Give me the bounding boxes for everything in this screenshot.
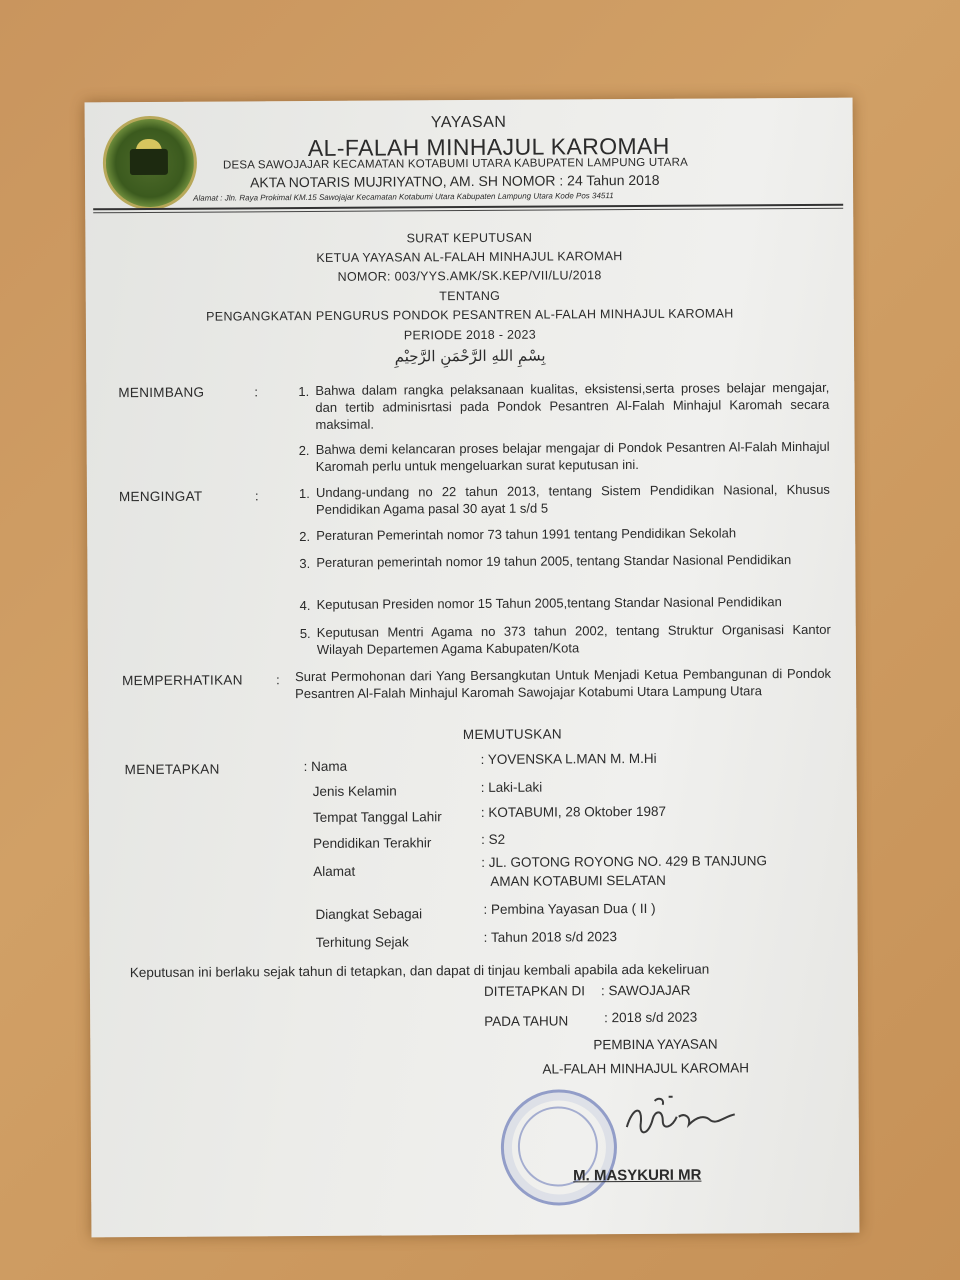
mengingat-num-1: 1. (298, 485, 310, 502)
field-terhitung-text: Tahun 2018 s/d 2023 (490, 929, 618, 945)
mengingat-item-5: Keputusan Mentri Agama no 373 tahun 2002, tentang Struktur Organisasi Kantor Wilayah Departemen Agama Kabupaten/Kota (316, 621, 831, 657)
signer-org: AL-FALAH MINHAJUL KAROMAH (542, 1060, 750, 1077)
memperhatikan-colon: : (276, 672, 280, 688)
field-ttl-text: KOTABUMI, 28 Oktober 1987 (488, 803, 667, 820)
letterhead-full-address: Alamat : Jln. Raya Prokimal KM.15 Sawojajar Kecamatan Kotabumi Utara Kabupaten Lampung Utara Kode Pos 34511 (193, 191, 614, 203)
signer-role: PEMBINA YAYASAN (593, 1036, 718, 1053)
mengingat-num-4: 4. (299, 597, 311, 614)
mengingat-item-4: Keputusan Presiden nomor 15 Tahun 2005,tentang Standar Nasional Pendidikan (316, 594, 782, 612)
memperhatikan-text: Surat Permohonan dari Yang Bersangkutan Untuk Menjadi Ketua Pembangunan di Pondok Pesantren Al-Falah Minhajul Karomah Sawojajar Kotabumi Utara Lampung Utara (295, 665, 832, 702)
mengingat-item-3: Peraturan pemerintah nomor 19 tahun 2005, tentang Standar Nasional Pendidikan (316, 552, 792, 570)
field-alamat-value: : JL. GOTONG ROYONG NO. 429 B TANJUNG (481, 853, 768, 870)
pada-tahun-value: : 2018 s/d 2023 (604, 1009, 698, 1026)
doc-number: NOMOR: 003/YYS.AMK/SK.KEP/VII/LU/2018 (337, 268, 602, 284)
menimbang-item-2: Bahwa demi kelancaran proses belajar mengajar di Pondok Pesantren Al-Falah Minhajul Karomah perlu untuk mengeluarkan surat keputusan ini. (315, 438, 830, 474)
mengingat-num-5: 5. (299, 625, 311, 642)
doc-tentang: TENTANG (439, 288, 501, 304)
letterhead-address: DESA SAWOJAJAR KECAMATAN KOTABUMI UTARA KABUPATEN LAMPUNG UTARA (222, 156, 688, 172)
doc-title: SURAT KEPUTUSAN (406, 230, 533, 246)
mengingat-item-1: Undang-undang no 22 tahun 2013, tentang Sistem Pendidikan Nasional, Khusus Pendidikan Agama pasal 30 ayat 1 s/d 5 (315, 481, 830, 517)
letterhead-yayasan: YAYASAN (430, 113, 507, 132)
field-alamat-text: JL. GOTONG ROYONG NO. 429 B TANJUNG (488, 853, 768, 870)
field-nama-label: : Nama (303, 758, 348, 775)
ditetapkan-label: DITETAPKAN DI (483, 983, 586, 999)
field-pendidikan-key: Pendidikan Terakhir (313, 835, 432, 851)
field-diangkat-text: Pembina Yayasan Dua ( II ) (490, 900, 656, 917)
field-pendidikan-value: : S2 (481, 831, 506, 847)
field-nama-key: Nama (311, 758, 348, 774)
doc-subtitle: KETUA YAYASAN AL-FALAH MINHAJUL KAROMAH (316, 249, 623, 265)
memperhatikan-label: MEMPERHATIKAN (122, 672, 243, 689)
signer-name: M. MASYKURI MR (573, 1166, 702, 1185)
field-nama-value: : YOVENSKA L.MAN M. M.Hi (480, 750, 657, 767)
menimbang-colon: : (254, 384, 258, 400)
field-alamat-key: Alamat (313, 863, 356, 879)
field-diangkat-key: Diangkat Sebagai (315, 906, 423, 922)
field-terhitung-key: Terhitung Sejak (315, 934, 409, 950)
handwritten-signature (619, 1086, 749, 1157)
document-page (85, 98, 860, 1238)
menimbang-num-1: 1. (298, 383, 310, 400)
pada-tahun-label: PADA TAHUN (484, 1013, 569, 1029)
mengingat-num-2: 2. (299, 528, 311, 545)
doc-subject: PENGANGKATAN PENGURUS PONDOK PESANTREN AL-FALAH MINHAJUL KAROMAH (206, 306, 734, 324)
field-diangkat-value: : Pembina Yayasan Dua ( II ) (483, 900, 656, 917)
menimbang-num-2: 2. (298, 442, 310, 459)
memutuskan-heading: MEMUTUSKAN (462, 726, 562, 743)
menimbang-label: MENIMBANG (118, 384, 205, 401)
closing-statement: Keputusan ini berlaku sejak tahun di tetapkan, dan dapat di tinjau kembali apabila ada kekeliruan (129, 961, 710, 981)
field-terhitung-value: : Tahun 2018 s/d 2023 (483, 929, 618, 945)
official-stamp (501, 1089, 618, 1206)
field-ttl-value: : KOTABUMI, 28 Oktober 1987 (480, 803, 667, 820)
field-jenis-kelamin-value: : Laki-Laki (480, 779, 543, 795)
doc-period: PERIODE 2018 - 2023 (403, 327, 537, 343)
menimbang-item-1: Bahwa dalam rangka pelaksanaan kualitas, eksistensi,serta proses belajar mengajar, dan tertib adminisrtasi pada Pondok Pesantren Al-Falah Minhajul Karomah secara maksimal. (315, 379, 830, 432)
menetapkan-label: MENETAPKAN (124, 761, 220, 778)
field-nama-text: YOVENSKA L.MAN M. M.Hi (487, 750, 657, 767)
ditetapkan-value: : SAWOJAJAR (600, 982, 691, 999)
field-ttl-key: Tempat Tanggal Lahir (312, 809, 442, 825)
field-jenis-kelamin-key: Jenis Kelamin (312, 783, 397, 799)
field-alamat-value-line2: AMAN KOTABUMI SELATAN (490, 872, 666, 889)
mengingat-label: MENGINGAT (118, 488, 203, 505)
basmalah: بِسْمِ اللهِ الرَّحْمَنِ الرَّحِيْمِ (394, 346, 546, 366)
mengingat-colon: : (254, 488, 259, 504)
letterhead-notary: AKTA NOTARIS MUJRIYATNO, AM. SH NOMOR : 24 Tahun 2018 (249, 171, 660, 191)
field-pendidikan-text: S2 (488, 831, 506, 847)
mengingat-num-3: 3. (299, 555, 311, 572)
mengingat-item-2: Peraturan Pemerintah nomor 73 tahun 1991 tentang Pendidikan Sekolah (316, 525, 737, 543)
letterhead-name: AL-FALAH MINHAJUL KAROMAH (307, 132, 670, 161)
field-jenis-kelamin-text: Laki-Laki (488, 779, 543, 795)
